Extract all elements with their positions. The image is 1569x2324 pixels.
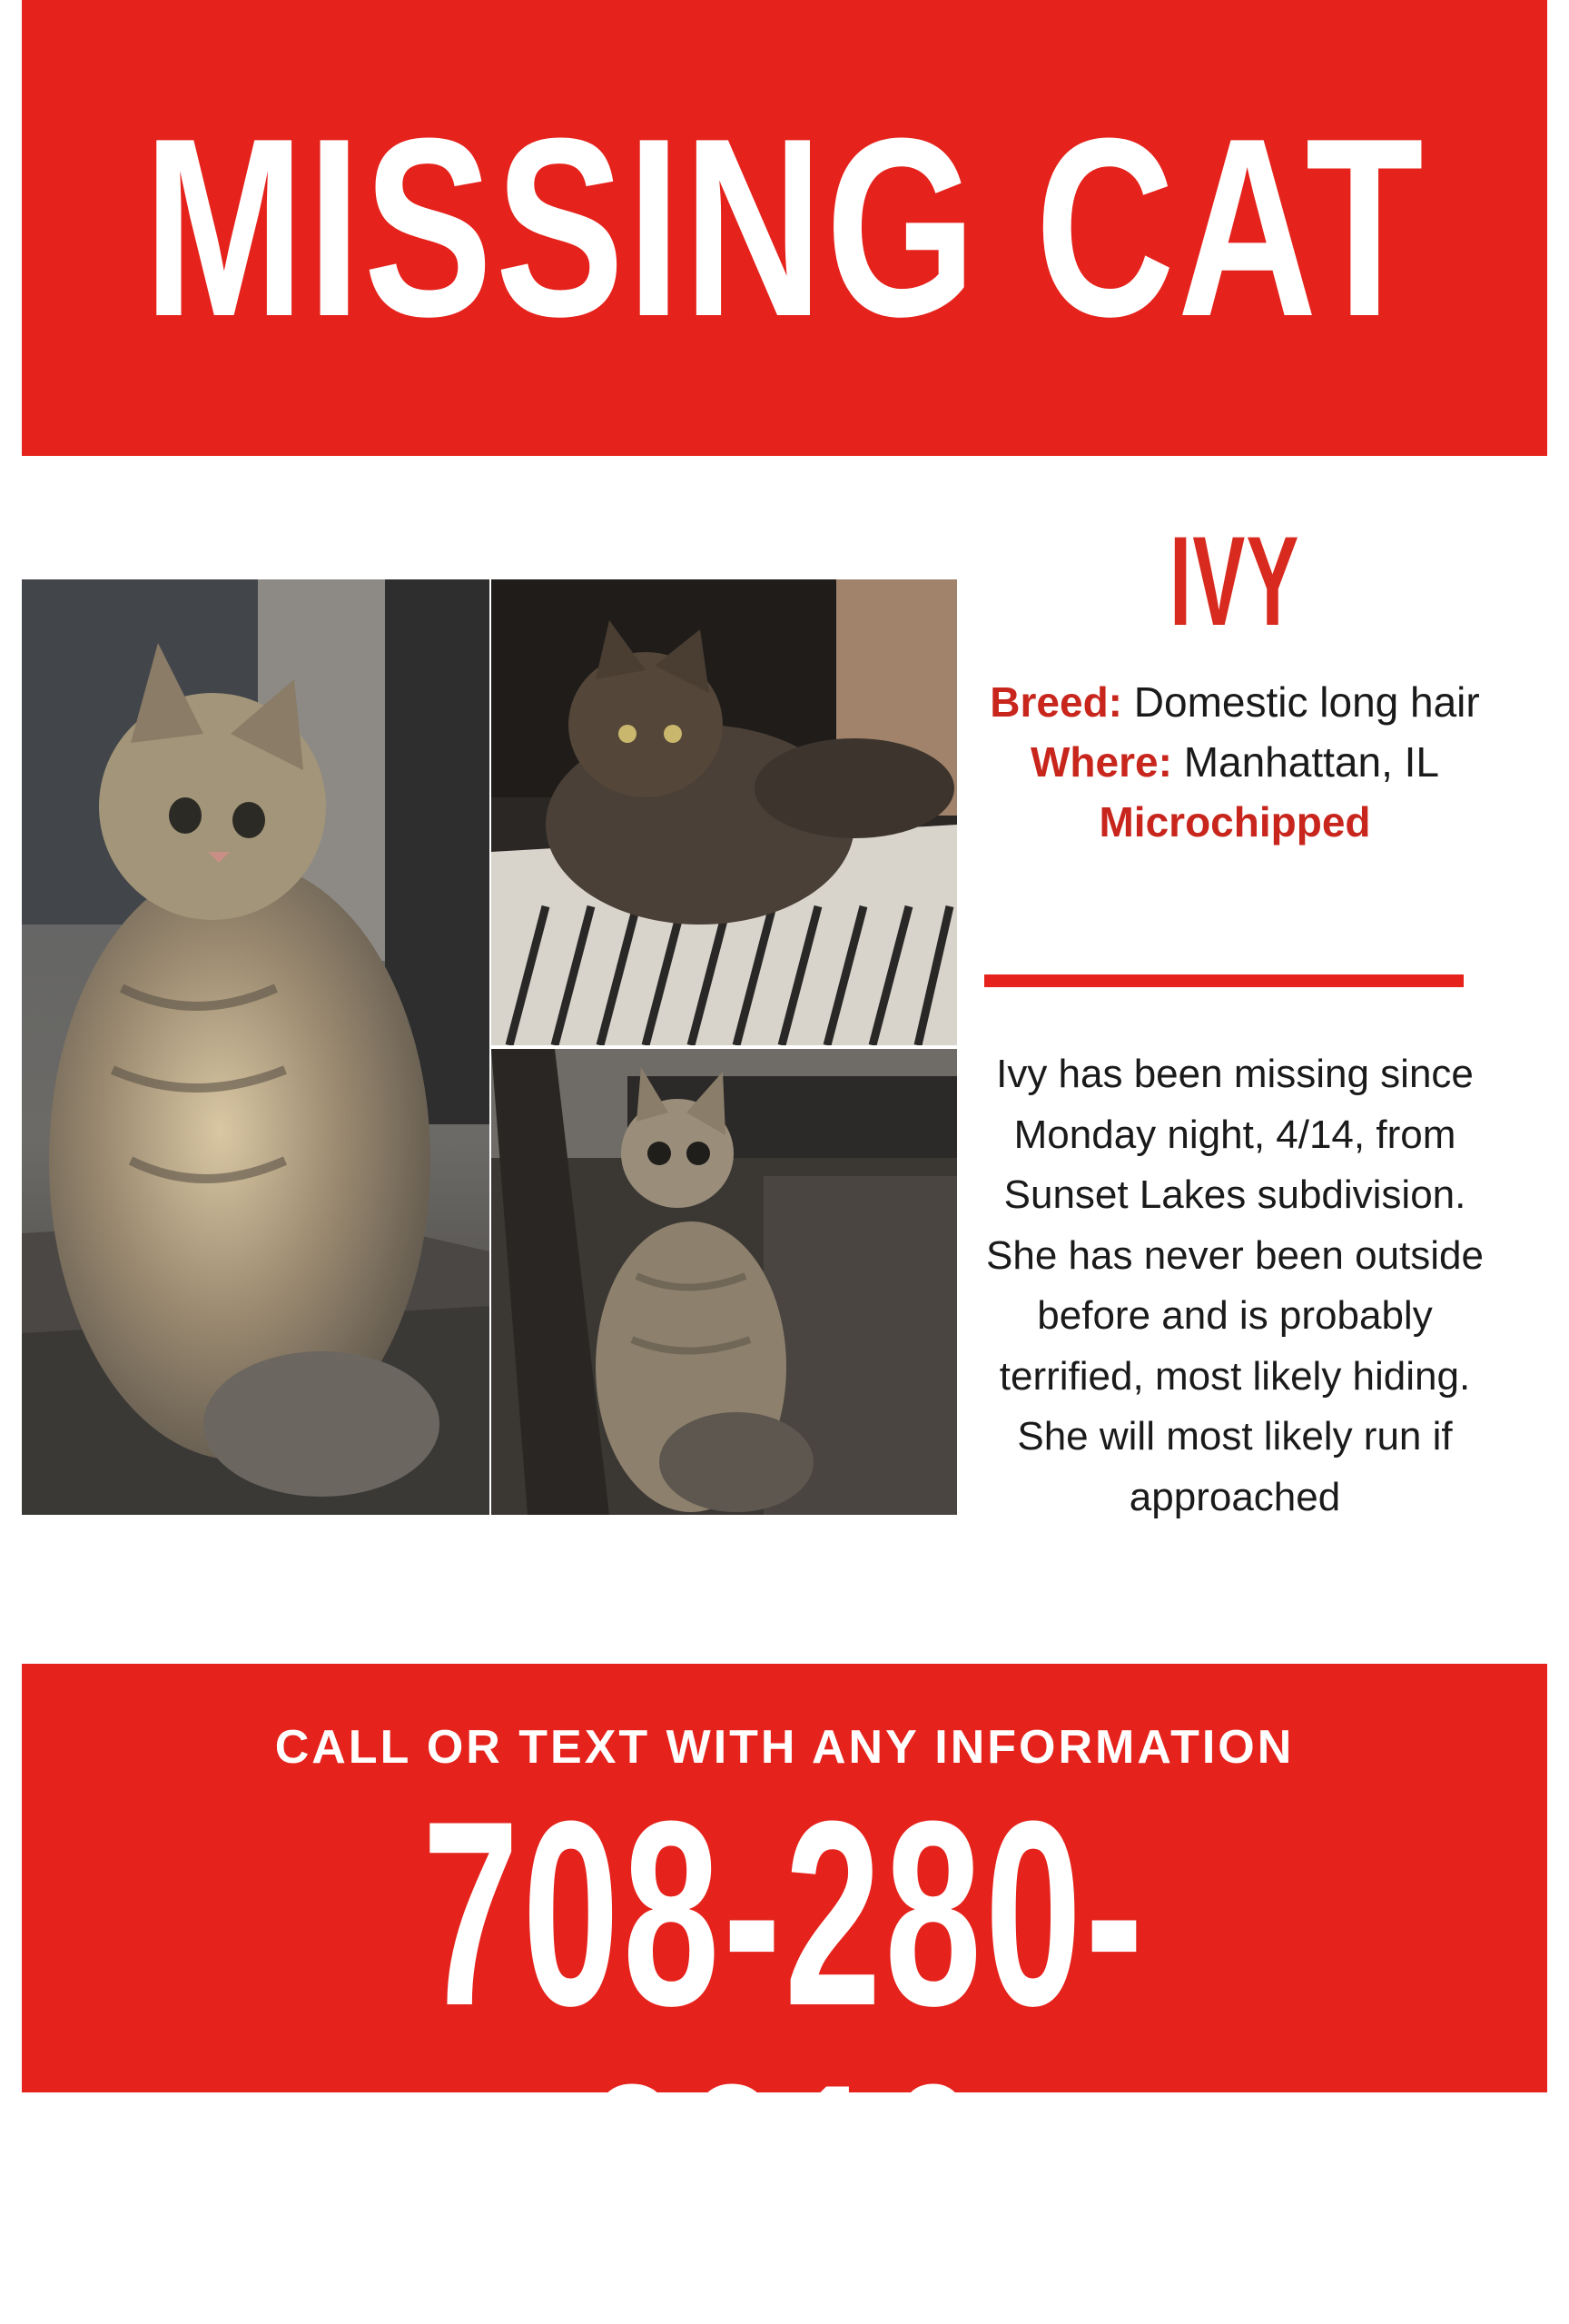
photo-collage xyxy=(22,579,957,1515)
cat-name: IVY xyxy=(1169,509,1300,652)
pet-facts xyxy=(982,672,1487,852)
section-divider xyxy=(984,974,1464,987)
contact-banner xyxy=(22,1664,1547,2324)
where-line xyxy=(982,732,1487,792)
missing-description: Ivy has been missing since Monday night, 4/14, from Sunset Lakes subdivision. She has never been outside before and is probably terrified, most likely hiding. She will most likely run if approached xyxy=(986,1052,1484,1519)
cat-photo-sitting-on-table xyxy=(22,579,489,1515)
phone-number-text: 708-280-2310 xyxy=(422,1766,1147,2324)
microchip-status: Microchipped xyxy=(1099,798,1371,846)
call-to-action: CALL OR TEXT WITH ANY INFORMATION xyxy=(274,1721,1295,1774)
cat-photo-sitting-on-chair xyxy=(491,1049,957,1515)
breed-value: Domestic long hair xyxy=(1133,678,1480,726)
pet-info xyxy=(982,509,1487,852)
phone-number xyxy=(22,1766,1547,2324)
where-value: Manhattan, IL xyxy=(1183,738,1439,786)
page-title: MISSING CAT xyxy=(143,86,1426,370)
header-banner xyxy=(22,0,1547,456)
breed-label: Breed: xyxy=(990,678,1122,726)
where-label: Where: xyxy=(1031,738,1172,786)
cat-photo-lying-on-cushion xyxy=(491,579,957,1045)
breed-line xyxy=(982,672,1487,732)
